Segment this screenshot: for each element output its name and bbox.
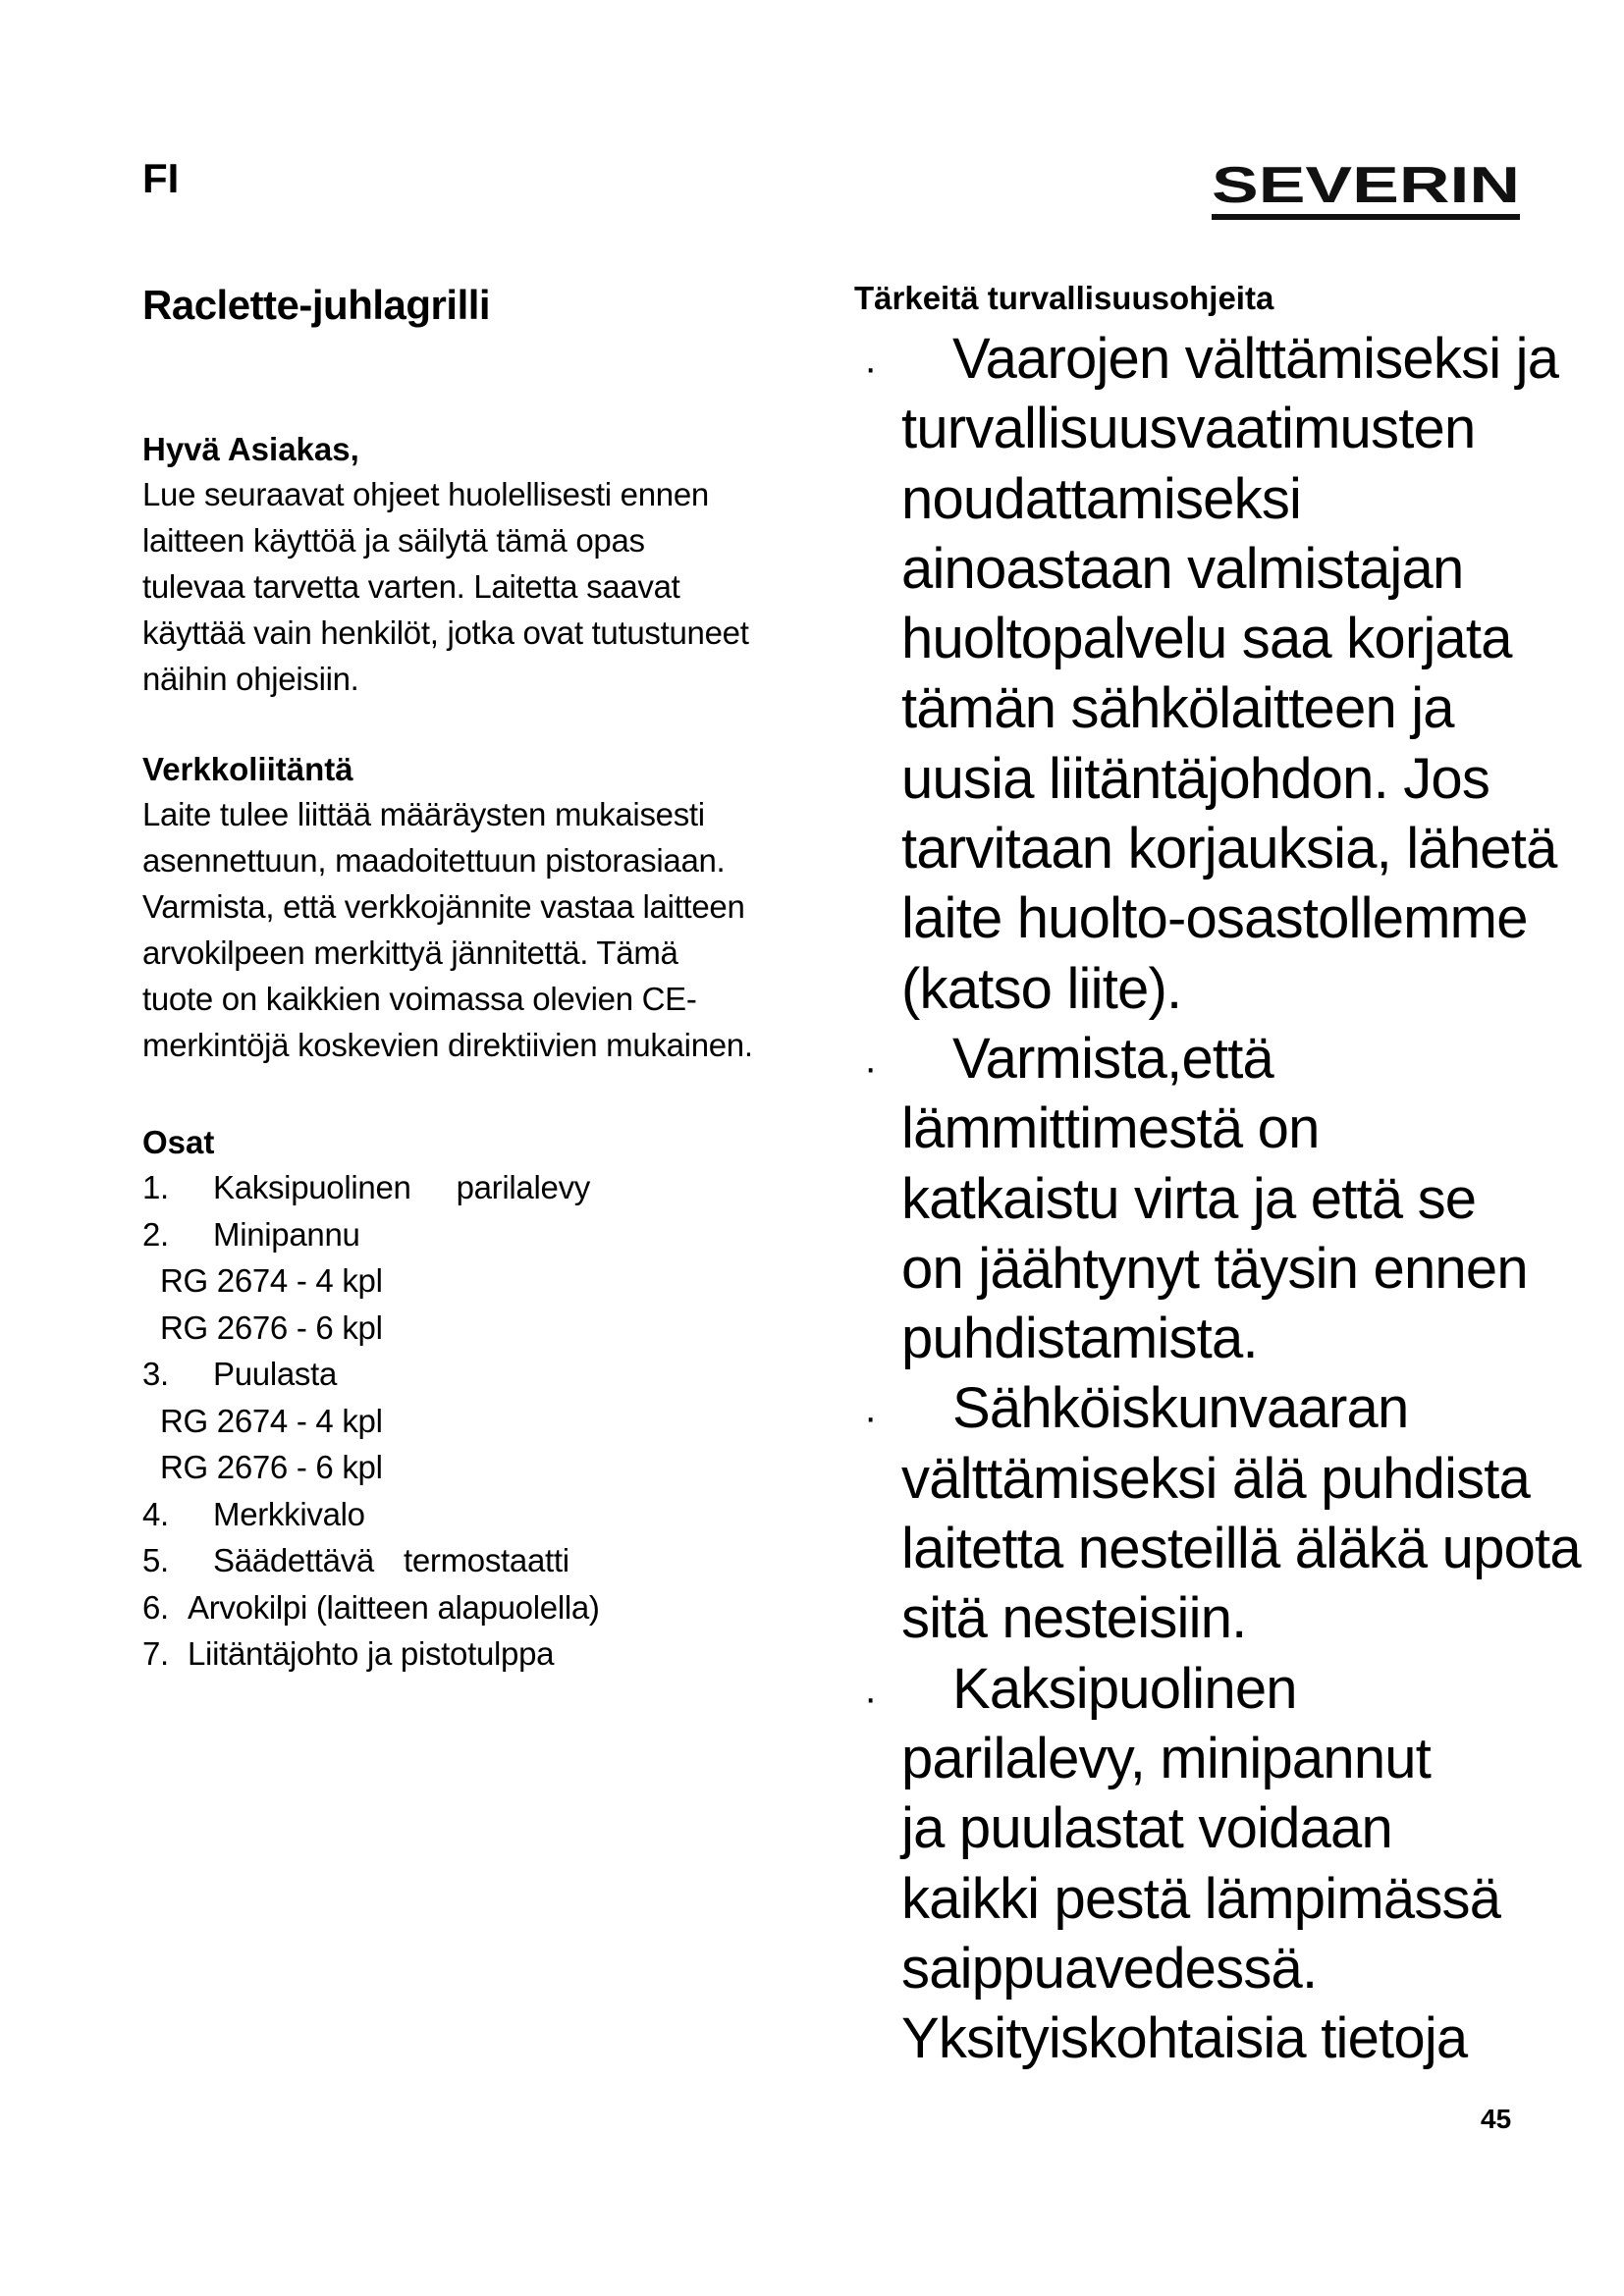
parts-list: [142, 1164, 820, 1678]
item-text-part: Kaksipuolinen: [213, 1169, 411, 1205]
text-line: Sähköiskunvaaran: [952, 1376, 1409, 1441]
text-line: kaikki pestä lämpimässä: [901, 1866, 1501, 1931]
text-line: tarvitaan korjauksia, lähetä: [901, 817, 1557, 881]
mains-connection-section: [142, 748, 820, 1068]
bullet-line: [864, 1654, 1551, 1724]
bullet-line: [864, 324, 1559, 394]
text-line: huoltopalvelu saa korjata: [901, 607, 1512, 671]
bullet-icon: ·: [864, 1045, 877, 1090]
text-line: turvallisuusvaatimusten: [901, 397, 1476, 461]
item-text: [213, 1537, 569, 1584]
mains-connection-paragraph: [142, 791, 820, 1068]
item-text: Liitäntäjohto ja pistotulppa: [188, 1635, 555, 1672]
text-line: uusia liitäntäjohdon. Jos: [901, 746, 1490, 811]
safety-heading: Tärkeitä turvallisuusohjeita: [854, 280, 1274, 316]
item-number: 6.: [142, 1588, 169, 1626]
parts-section: [142, 1121, 820, 1678]
greeting-heading: Hyvä Asiakas,: [142, 431, 359, 467]
text-line: Vaarojen välttämiseksi ja: [952, 327, 1559, 391]
logo-underline: [1212, 214, 1520, 220]
text-line: arvokilpeen merkittyä jännitettä. Tämä: [142, 934, 678, 971]
list-item: [142, 1351, 820, 1398]
text-line: Lue seuraavat ohjeet huolellisesti ennen: [142, 476, 709, 512]
list-item: [142, 1491, 820, 1538]
intro-paragraph: [142, 471, 820, 702]
item-text-part: termostaatti: [403, 1542, 569, 1578]
list-item: [142, 1630, 820, 1678]
text-line: Laite tulee liittää määräysten mukaisesti: [142, 796, 705, 832]
subitem-text: RG 2676 - 6 kpl: [160, 1449, 383, 1485]
text-line: lämmittimestä on: [901, 1096, 1320, 1161]
text-line: merkintöjä koskevien direktiivien mukainen.: [142, 1027, 753, 1063]
text-line: tämän sähkölaitteen ja: [901, 676, 1454, 741]
text-line: tulevaa tarvetta varten. Laitetta saavat: [142, 568, 680, 605]
text-line: noudattamiseksi: [901, 466, 1302, 531]
list-subitem: [142, 1444, 820, 1491]
list-subitem: [142, 1257, 820, 1305]
document-title: Raclette-juhlagrilli: [142, 282, 491, 328]
text-line: välttämiseksi älä puhdista: [901, 1446, 1531, 1511]
mains-connection-heading: Verkkoliitäntä: [142, 751, 353, 787]
text-line: laitetta nesteillä äläkä upota: [901, 1517, 1581, 1581]
bullet-icon: ·: [864, 347, 877, 390]
brand-name: SEVERIN: [1212, 157, 1520, 214]
text-line: sitä nesteisiin.: [901, 1586, 1247, 1651]
item-number: 4.: [142, 1495, 169, 1532]
text-line: tuote on kaikkien voimassa olevien CE-: [142, 981, 697, 1017]
list-item: [142, 1164, 820, 1211]
text-line: puhdistamista.: [901, 1307, 1258, 1371]
list-item: [142, 1584, 820, 1631]
text-line: (katso liite).: [901, 956, 1182, 1021]
subitem-text: RG 2674 - 4 kpl: [160, 1262, 383, 1299]
item-text-part: parilalevy: [456, 1169, 590, 1205]
list-item: [142, 1211, 820, 1258]
text-line: asennettuun, maadoitettuun pistorasiaan.: [142, 842, 726, 879]
list-subitem: [142, 1398, 820, 1445]
parts-heading: Osat: [142, 1124, 215, 1160]
item-text: Merkkivalo: [213, 1495, 365, 1532]
item-text-part: Säädettävä: [213, 1542, 374, 1578]
page-number: 45: [1481, 2104, 1512, 2134]
intro-section: [142, 428, 820, 702]
text-line: katkaistu virta ja että se: [901, 1166, 1477, 1231]
text-line: parilalevy, minipannut: [901, 1726, 1432, 1790]
severin-logo: [1210, 157, 1522, 226]
item-number: 3.: [142, 1356, 169, 1392]
text-line: ja puulastat voidaan: [901, 1796, 1392, 1861]
text-line: näihin ohjeisiin.: [142, 661, 359, 697]
bullet-icon: ·: [864, 1676, 877, 1720]
bullet-line: [864, 1373, 1551, 1443]
text-line: Yksityiskohtaisia tietoja: [901, 2006, 1468, 2071]
text-line: käyttää vain henkilöt, jotka ovat tutustuneet: [142, 614, 749, 651]
text-line: Kaksipuolinen: [952, 1656, 1297, 1721]
item-text: Arvokilpi (laitteen alapuolella): [188, 1588, 600, 1626]
text-line: saippuavedessä.: [901, 1936, 1318, 2001]
list-subitem: [142, 1305, 820, 1352]
item-text: [213, 1164, 590, 1211]
text-line: Varmista, että verkkojännite vastaa laitteen: [142, 888, 745, 925]
text-line: on jäähtynyt täysin ennen: [901, 1236, 1528, 1301]
bullet-line: [864, 1024, 1551, 1094]
item-number: 7.: [142, 1635, 169, 1672]
language-code: FI: [142, 155, 180, 201]
text-line: laite huolto-osastollemme: [901, 886, 1528, 951]
bullet-icon: ·: [864, 1396, 877, 1440]
subitem-text: RG 2674 - 4 kpl: [160, 1402, 383, 1439]
text-line: ainoastaan valmistajan: [901, 536, 1464, 601]
subitem-text: RG 2676 - 6 kpl: [160, 1308, 383, 1346]
text-line: laitteen käyttöä ja säilytä tämä opas: [142, 522, 645, 559]
text-line: Varmista,että: [952, 1026, 1273, 1091]
item-number: 2.: [142, 1215, 169, 1253]
safety-instructions: [864, 324, 1581, 2073]
item-text: Minipannu: [213, 1215, 360, 1253]
item-number: 1.: [142, 1169, 169, 1205]
list-item: [142, 1537, 820, 1584]
item-text: Puulasta: [213, 1356, 338, 1392]
item-number: 5.: [142, 1542, 169, 1578]
